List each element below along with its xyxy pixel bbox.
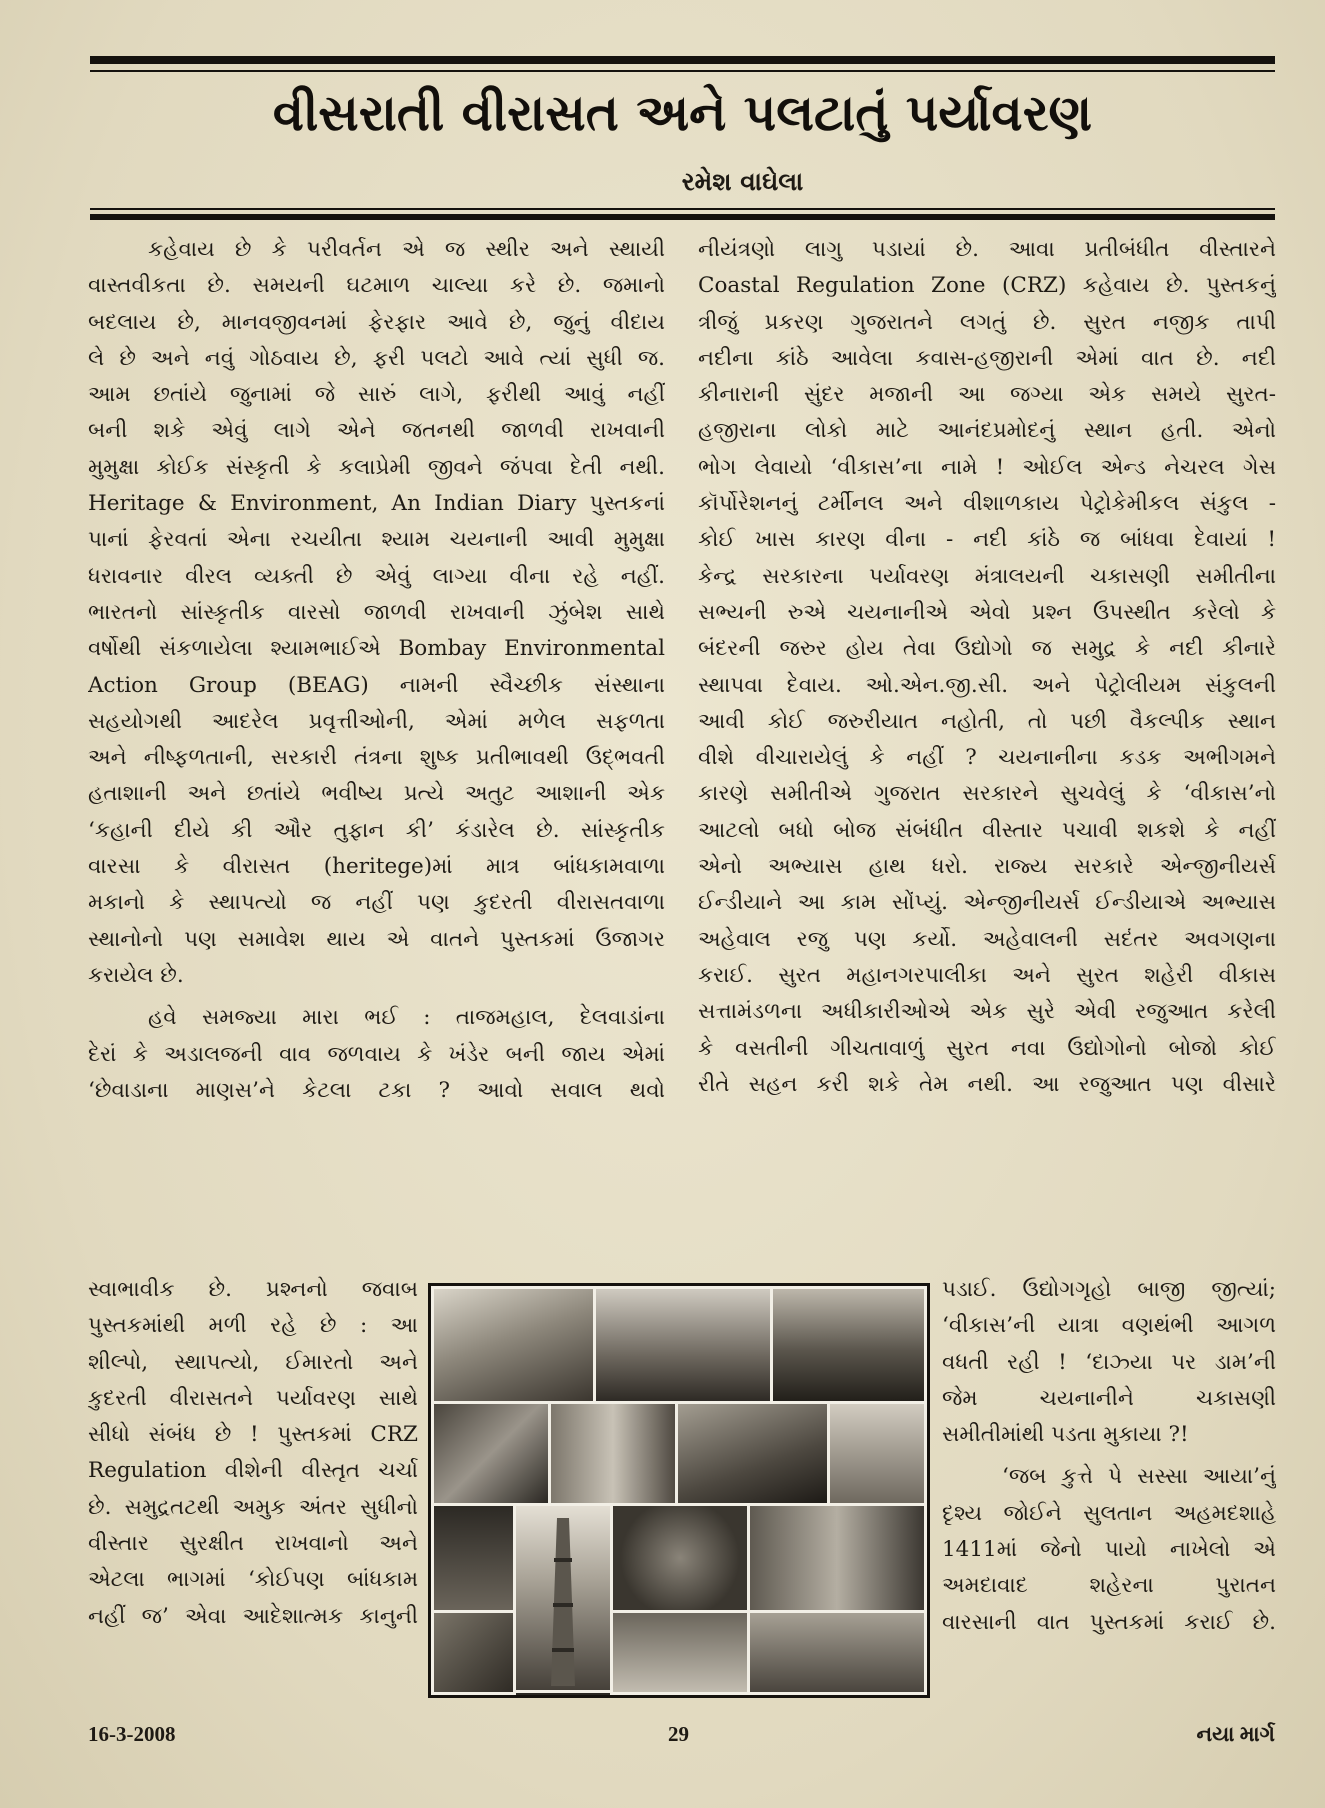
collage-tile (827, 1401, 927, 1506)
text-line: નદીના કાંઠે આવેલા કવાસ-હજીરાની એમાં વાત છે. નદી (698, 345, 1276, 371)
text-line: ત્રીજું પ્રકરણ ગુજરાતને લગતું છે. સુરત નજીક તાપી (698, 309, 1276, 335)
article-title: વીસરાતી વીરાસત અને પલટાતું પર્યાવરણ (272, 84, 1093, 142)
text-line: સહયોગથી આદરેલ પ્રવૃત્તીઓની, એમાં મળેલ સફળતા (88, 708, 665, 734)
text-line: કહેવાય છે કે પરીવર્તન એ જ સ્થીર અને સ્થાયી (148, 237, 665, 262)
text-line: વાસ્તવીકતા છે. સમયની ઘટમાળ ચાલ્યા કરે છે. જમાનો (88, 273, 665, 299)
text-line: બંદરની જરુર હોય તેવા ઉદ્યોગો જ સમુદ્ર કે નદી કીનારે (698, 636, 1276, 662)
article-author: રમેશ વાઘેલા (681, 167, 804, 196)
text-line: ‘વીકાસ’ની યાત્રા વણથંભી આગળ (942, 1313, 1276, 1339)
top-rule-thin (90, 70, 1275, 72)
text-line: આટલો બધો બોજ સંબંધીત વીસ્તાર પચાવી શકશે કે નહીં (698, 817, 1276, 843)
collage-tile (610, 1610, 750, 1695)
text-line: સમીતીમાંથી પડતા મુકાયા ?! (942, 1422, 1189, 1448)
text-line: વધતી રહી ! ‘દાઝ્યા પર ડામ’ની (942, 1349, 1276, 1375)
text-line: રીતે સહન કરી શકે તેમ નથી. આ રજુઆત પણ વીસારે (698, 1071, 1276, 1097)
text-line: કરાઈ. સુરત મહાનગરપાલીકા અને સુરત શહેરી વીકાસ (698, 962, 1276, 988)
text-line: પુસ્તકમાંથી મળી રહે છે : આ (88, 1313, 418, 1339)
text-line: એનો અભ્યાસ હાથ ધરો. રાજ્ય સરકારે એન્જીનીયર્સ (698, 854, 1276, 880)
text-line: મકાનો કે સ્થાપત્યો જ નહીં પણ કુદરતી વીરાસતવાળા (88, 890, 665, 916)
text-line: કોઈ ખાસ કારણ વીના - નદી કાંઠે જ બાંધવા દેવાયાં ! (698, 527, 1276, 553)
collage-tile (610, 1503, 750, 1613)
right-bottom-column (942, 1272, 1276, 1641)
text-line: ‘જબ કુત્તે પે સસ્સા આયા’નું (1002, 1464, 1276, 1490)
text-line: કુદરતી વીરાસતને પર્યાવરણ સાથે (88, 1385, 418, 1411)
magazine-name: નયા માર્ગ (1196, 1722, 1275, 1746)
collage-tile (431, 1610, 516, 1695)
text-line: પડાઈ. ઉદ્યોગગૃહો બાજી જીત્યાં; (942, 1277, 1276, 1302)
text-line: Regulation વીશેની વીસ્તૃત ચર્ચા (88, 1458, 418, 1484)
text-line: ‘છેવાડાના માણસ’ને કેટલા ટકા ? આવો સવાલ થવો (88, 1077, 665, 1103)
text-line: દેરાં કે અડાલજની વાવ જળવાય કે ખંડેર બની જાય એમાં (88, 1041, 665, 1067)
text-line: સત્તામંડળના અધીકારીઓએ એક સુરે એવી રજુઆત કરેલી (698, 999, 1276, 1025)
text-line: ‘કહાની દીયે કી ઔર તુફાન કી’ કંડારેલ છે. સાંસ્કૃતીક (88, 817, 665, 843)
qutub-minar-shape (543, 1508, 583, 1688)
text-line: નહીં જ’ એવા આદેશાત્મક કાનુની (88, 1603, 418, 1629)
collage-tile (431, 1401, 551, 1506)
text-line: સ્થાપવા દેવાય. ઓ.એન.જી.સી. અને પેટ્રોલીયમ સંકુલની (698, 672, 1276, 698)
header-rule-thin (90, 208, 1275, 210)
text-line: Heritage & Environment, An Indian Diary પુસ્તકનાં (88, 491, 665, 517)
text-line: લે છે અને નવું ગોઠવાય છે, ફરી પલટો આવે ત્યાં સુધી જ. (88, 345, 665, 371)
text-line: આમ છતાંયે જુનામાં જે સારું લાગે, ફરીથી આવું નહીં (88, 382, 665, 408)
text-line: વીસ્તાર સુરક્ષીત રાખવાનો અને (88, 1531, 418, 1557)
text-line: અને નીષ્ફળતાની, સરકારી તંત્રના શુષ્ક પ્રતીભાવથી ઉદ્ભવતી (88, 745, 665, 771)
text-line: ભોગ લેવાયો ‘વીકાસ’ના નામે ! ઓઈલ એન્ડ નેચરલ ગેસ (698, 454, 1276, 480)
text-line: કેન્દ્ર સરકારના પર્યાવરણ મંત્રાલયની ચકાસણી સમીતીના (698, 563, 1276, 589)
text-line: કે વસતીની ગીચતાવાળું સુરત નવા ઉદ્યોગોનો બોજો કોઈ (698, 1035, 1276, 1061)
text-line: કૉર્પોરેશનનું ટર્મીનલ અને વીશાળકાય પેટ્રોકેમીકલ સંકુલ - (698, 491, 1276, 517)
text-line: બદલાય છે, માનવજીવનમાં ફેરફાર આવે છે, જુનું વીદાય (88, 309, 665, 335)
collage-tile (747, 1503, 927, 1613)
header-rule (90, 214, 1275, 220)
text-line: Coastal Regulation Zone (CRZ) કહેવાય છે. પુસ્તકનું (698, 273, 1276, 299)
text-line: આવી કોઈ જરુરીયાત નહોતી, તો પછી વૈકલ્પીક સ્થાન (698, 708, 1276, 734)
collage-tile (548, 1401, 678, 1506)
text-line: છે. સમુદ્રતટથી અમુક અંતર સુધીનો (88, 1494, 418, 1520)
text-line: પાનાં ફેરવતાં એના રચયીતા શ્યામ ચયનાની આવી મુમુક્ષા (88, 527, 665, 553)
text-line: સીધો સંબંધ છે ! પુસ્તકમાં CRZ (88, 1422, 418, 1448)
text-line: નીયંત્રણો લાગુ પડાયાં છે. આવા પ્રતીબંધીત વીસ્તારને (698, 237, 1276, 262)
text-line: કારણે સમીતીએ ગુજરાત સરકારને સુચવેલું કે ‘વીકાસ’નો (698, 781, 1276, 807)
text-line: હવે સમજ્યા મારા ભઈ : તાજમહાલ, દેલવાડાંના (148, 1005, 665, 1031)
text-line: અમદાવાદ શહેરના પુરાતન (942, 1573, 1276, 1599)
text-line: બની શકે એવું લાગે એને જતનથી જાળવી રાખવાની (88, 418, 665, 444)
text-line: હજીરાના લોકો માટે આનંદપ્રમોદનું સ્થાન હતી. એનો (698, 418, 1276, 444)
text-line: હતાશાની અને છતાંયે ભવીષ્ય પ્રત્યે અતુટ આશાની એક (88, 781, 665, 807)
text-line: સભ્યની રુએ ચયનાનીએ એવો પ્રશ્ન ઉપસ્થીત કરેલો કે (698, 599, 1276, 625)
text-line: જેમ ચયનાનીને ચકાસણી (942, 1385, 1276, 1411)
page-number: 29 (668, 1722, 689, 1746)
left-bottom-column (88, 1272, 418, 1635)
collage-tile (431, 1503, 516, 1613)
footer-date: 16-3-2008 (88, 1722, 176, 1746)
text-line: ઈન્ડીયાને આ કામ સોંપ્યું. એન્જીનીયર્સ ઈન્ડીયાએ અભ્યાસ (698, 890, 1276, 916)
text-line: વર્ષોથી સંકળાયેલા શ્યામભાઈએ Bombay Environmental (88, 636, 665, 662)
right-column (698, 232, 1276, 1103)
text-line: એટલા ભાગમાં ‘કોઈપણ બાંધકામ (88, 1567, 418, 1593)
text-line: ધરાવનાર વીરલ વ્યક્તી છે એવું લાગ્યા વીના રહે નહીં. (88, 563, 665, 589)
text-line: વારસા કે વીરાસત (heritege)માં માત્ર બાંધકામવાળા (88, 854, 665, 880)
collage-tile (675, 1401, 830, 1506)
text-line: ભારતનો સાંસ્કૃતીક વારસો જાળવી રાખવાની ઝુંબેશ સાથે (88, 599, 665, 625)
collage-tile (770, 1286, 927, 1404)
text-line: 1411માં જેનો પાયો નાખેલો એ (942, 1537, 1276, 1563)
text-line: શીલ્પો, સ્થાપત્યો, ઈમારતો અને (88, 1349, 418, 1375)
text-line: સ્થાનોનો પણ સમાવેશ થાય એ વાતને પુસ્તકમાં ઉજાગર (88, 926, 665, 952)
text-line: મુમુક્ષા કોઈક સંસ્કૃતી કે કલાપ્રેમી જીવને જંપવા દેતી નથી. (88, 454, 665, 480)
text-line: દૃશ્ય જોઈને સુલતાન અહમદશાહે (942, 1500, 1276, 1526)
collage-tile (593, 1286, 773, 1404)
text-line: સ્વાભાવીક છે. પ્રશ્નનો જવાબ (88, 1277, 418, 1302)
collage-tile (747, 1610, 927, 1695)
text-line: વીશે વીચારાયેલું કે નહીં ? ચયનાનીના કડક અભીગમને (698, 745, 1276, 771)
text-line: વારસાની વાત પુસ્તકમાં કરાઈ છે. (942, 1609, 1276, 1635)
text-line: અહેવાલ રજુ પણ કર્યો. અહેવાલની સદંતર અવગણના (698, 926, 1276, 952)
text-line: Action Group (BEAG) નામની સ્વૈચ્છીક સંસ્થાના (88, 672, 665, 698)
collage-tile (431, 1286, 596, 1404)
text-line: કરાયેલ છે. (88, 962, 184, 988)
left-column (88, 232, 665, 1109)
text-line: કીનારાની સુંદર મજાની આ જગ્યા એક સમયે સુરત- (698, 382, 1276, 408)
top-rule (90, 56, 1275, 64)
heritage-collage-image (428, 1283, 930, 1698)
